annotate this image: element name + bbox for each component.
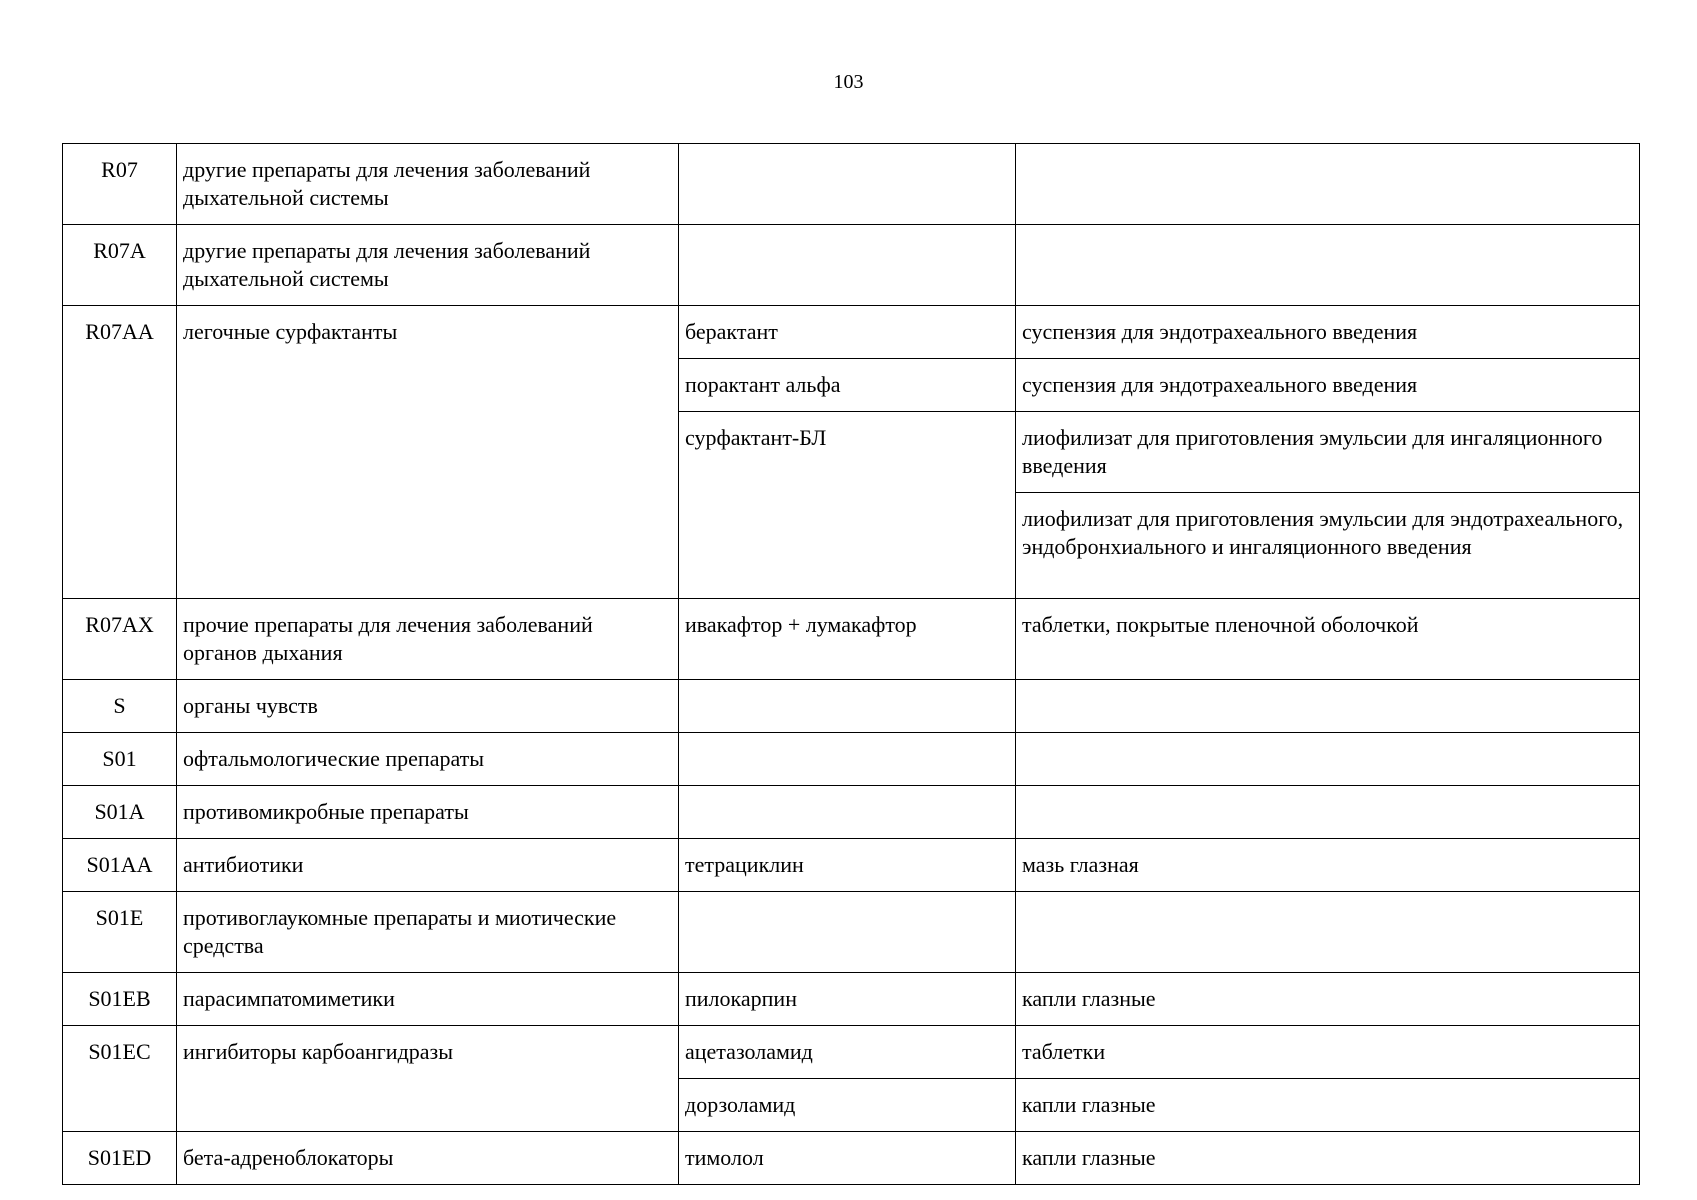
table-row [63,892,1640,973]
drug-name-cell [679,733,1016,786]
group-name-cell: другие препараты для лечения заболеваний дыхательной системы [177,144,679,225]
table-row [63,786,1640,839]
dosage-form-cell: капли глазные [1016,1132,1640,1185]
group-name-cell: парасимпатомиметики [177,973,679,1026]
drug-name-cell [679,680,1016,733]
table-row [63,973,1640,1026]
drug-name-cell: тимолол [679,1132,1016,1185]
table-row [63,1026,1640,1079]
atc-code-cell: S01ED [63,1132,177,1185]
group-name-cell: органы чувств [177,680,679,733]
atc-code-cell: S01EB [63,973,177,1026]
dosage-form-cell [1016,733,1640,786]
drug-name-cell: порактант альфа [679,359,1016,412]
dosage-form-cell: капли глазные [1016,1079,1640,1132]
group-name-cell: антибиотики [177,839,679,892]
atc-code-cell: S01EC [63,1026,177,1132]
drug-name-cell [679,786,1016,839]
drug-name-cell: ацетазоламид [679,1026,1016,1079]
dosage-form-cell [1016,225,1640,306]
group-name-cell: другие препараты для лечения заболеваний дыхательной системы [177,225,679,306]
atc-code-cell: S01AA [63,839,177,892]
dosage-form-cell [1016,144,1640,225]
drug-name-cell: сурфактант-БЛ [679,412,1016,599]
dosage-form-cell: таблетки [1016,1026,1640,1079]
table-row [63,839,1640,892]
dosage-form-cell: таблетки, покрытые пленочной оболочкой [1016,599,1640,680]
drug-name-cell: тетрациклин [679,839,1016,892]
drug-name-cell [679,892,1016,973]
drug-name-cell: ивакафтор + лумакафтор [679,599,1016,680]
group-name-cell: противоглаукомные препараты и миотические средства [177,892,679,973]
dosage-form-cell: лиофилизат для приготовления эмульсии для эндотрахеального, эндобронхиального и ингаляционного введения [1016,493,1640,599]
dosage-form-cell: суспензия для эндотрахеального введения [1016,359,1640,412]
table-row [63,1132,1640,1185]
drug-name-cell [679,225,1016,306]
group-name-cell: офтальмологические препараты [177,733,679,786]
table-row [63,144,1640,225]
atc-code-cell: S [63,680,177,733]
page-number: 103 [833,71,864,93]
dosage-form-cell [1016,786,1640,839]
table-row [63,680,1640,733]
dosage-form-cell: лиофилизат для приготовления эмульсии для ингаляционного введения [1016,412,1640,493]
dosage-form-cell [1016,892,1640,973]
drug-name-cell: пилокарпин [679,973,1016,1026]
atc-code-cell: R07AX [63,599,177,680]
drug-name-cell: берактант [679,306,1016,359]
table-row [63,225,1640,306]
table-row [63,306,1640,359]
dosage-form-cell [1016,680,1640,733]
drug-table [62,143,1640,1185]
atc-code-cell: S01 [63,733,177,786]
atc-code-cell: R07 [63,144,177,225]
dosage-form-cell: капли глазные [1016,973,1640,1026]
atc-code-cell: R07A [63,225,177,306]
group-name-cell: прочие препараты для лечения заболеваний органов дыхания [177,599,679,680]
dosage-form-cell: мазь глазная [1016,839,1640,892]
atc-code-cell: R07AA [63,306,177,599]
atc-code-cell: S01A [63,786,177,839]
table-row [63,599,1640,680]
dosage-form-cell: суспензия для эндотрахеального введения [1016,306,1640,359]
atc-code-cell: S01E [63,892,177,973]
table-row [63,733,1640,786]
group-name-cell: бета-адреноблокаторы [177,1132,679,1185]
drug-name-cell: дорзоламид [679,1079,1016,1132]
group-name-cell: противомикробные препараты [177,786,679,839]
group-name-cell: легочные сурфактанты [177,306,679,599]
drug-name-cell [679,144,1016,225]
group-name-cell: ингибиторы карбоангидразы [177,1026,679,1132]
